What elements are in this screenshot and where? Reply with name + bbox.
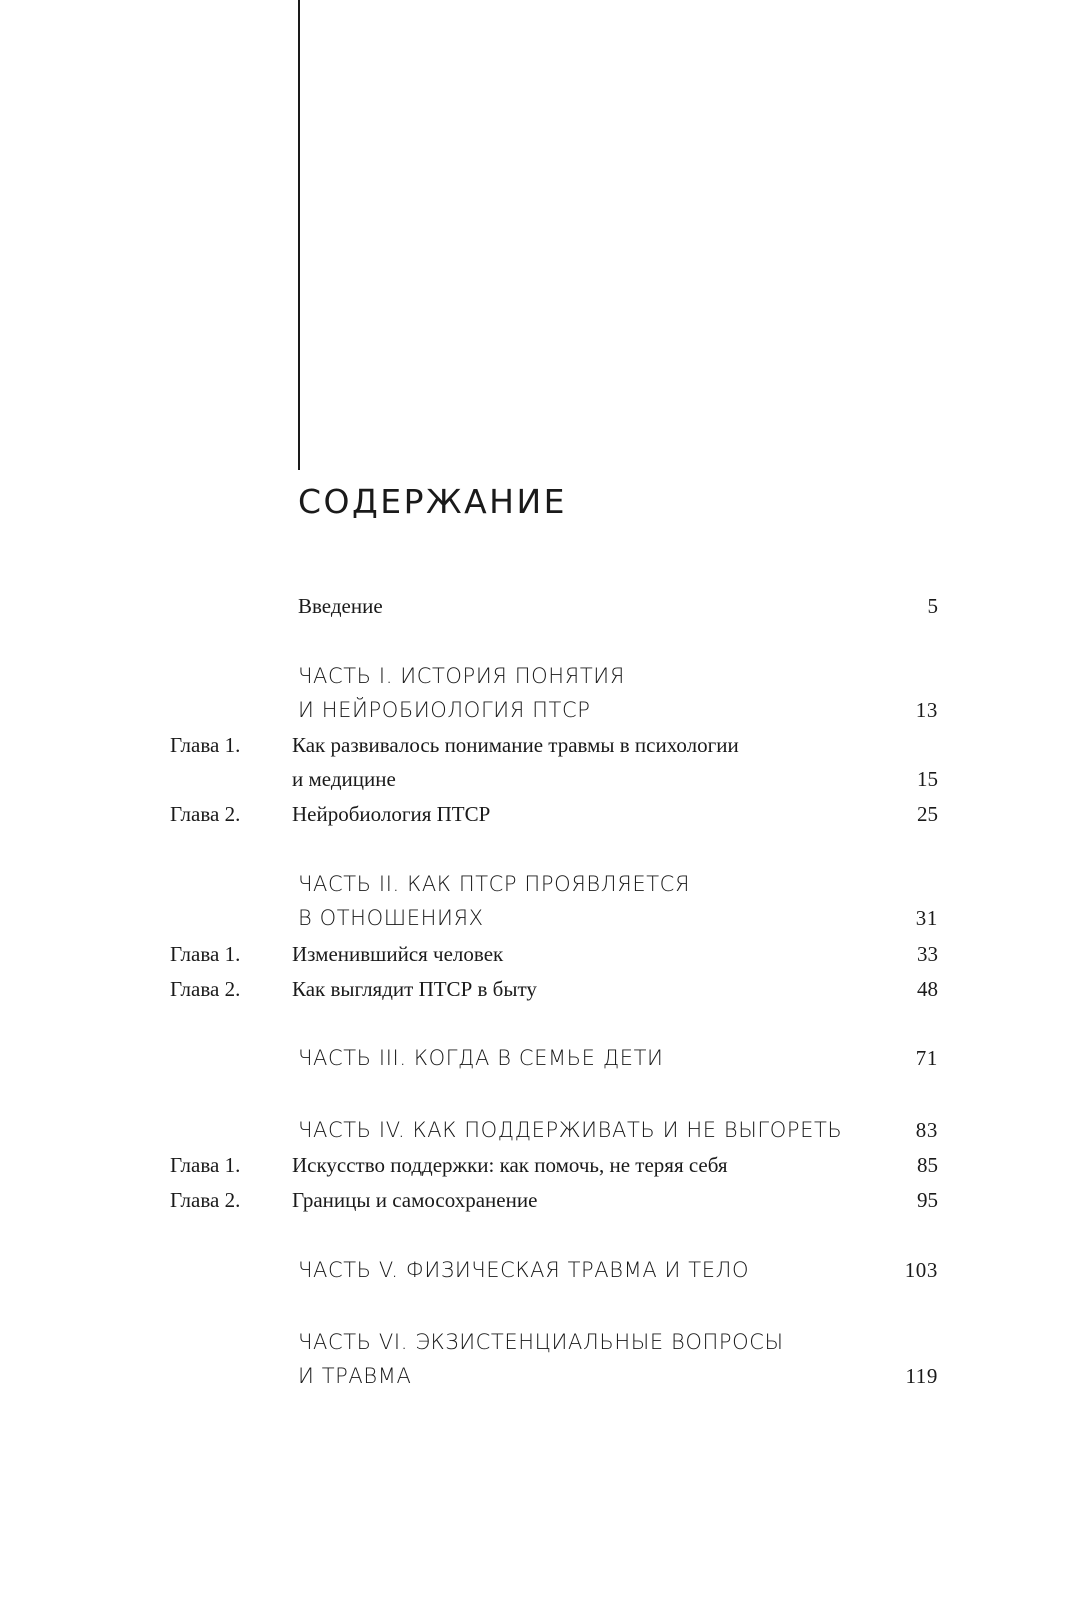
toc-entry-intro[interactable]: [0, 594, 1070, 628]
toc-part-1-line-1[interactable]: [0, 664, 1070, 698]
toc-part-1-line-2[interactable]: [0, 698, 1070, 732]
toc-chapter-label: Глава 2.: [170, 1188, 241, 1212]
vertical-rule: [298, 0, 300, 470]
toc-chapter-title: Искусство поддержки: как помочь, не теряя себя: [292, 1153, 728, 1177]
toc-chapter-1-1[interactable]: [0, 733, 1070, 767]
toc-page-number: 15: [917, 767, 938, 791]
toc-part-5[interactable]: [0, 1258, 1070, 1292]
toc-chapter-label: Глава 2.: [170, 802, 241, 826]
toc-part-title: ЧАСТЬ III. КОГДА В СЕМЬЕ ДЕТИ: [298, 1046, 664, 1070]
toc-page-number: 5: [927, 594, 938, 618]
toc-chapter-label: Глава 1.: [170, 733, 241, 757]
toc-chapter-4-1[interactable]: [0, 1153, 1070, 1187]
page-title: СОДЕРЖАНИЕ: [298, 482, 568, 521]
toc-chapter-title: и медицине: [292, 767, 396, 791]
toc-part-title: В ОТНОШЕНИЯХ: [298, 906, 484, 930]
toc-part-6-line-1[interactable]: [0, 1330, 1070, 1364]
toc-chapter-title: Как развивалось понимание травмы в психологии: [292, 733, 739, 757]
toc-page-number: 71: [915, 1046, 938, 1070]
toc-chapter-title: Границы и самосохранение: [292, 1188, 538, 1212]
toc-chapter-label: Глава 2.: [170, 977, 241, 1001]
toc-entry-text: Введение: [298, 594, 383, 618]
toc-part-2-line-2[interactable]: [0, 906, 1070, 940]
toc-chapter-title: Нейробиология ПТСР: [292, 802, 491, 826]
toc-page-number: 13: [915, 698, 938, 722]
toc-part-title: ЧАСТЬ VI. ЭКЗИСТЕНЦИАЛЬНЫЕ ВОПРОСЫ: [298, 1330, 784, 1354]
toc-part-title: ЧАСТЬ I. ИСТОРИЯ ПОНЯТИЯ: [298, 664, 625, 688]
toc-page-number: 95: [917, 1188, 938, 1212]
toc-page-number: 48: [917, 977, 938, 1001]
toc-page-number: 25: [917, 802, 938, 826]
toc-chapter-4-2[interactable]: [0, 1188, 1070, 1222]
toc-chapter-2-2[interactable]: [0, 977, 1070, 1011]
toc-page-number: 85: [917, 1153, 938, 1177]
toc-page-number: 31: [915, 906, 938, 930]
toc-chapter-1-1-line-2[interactable]: [0, 767, 1070, 801]
toc-chapter-label: Глава 1.: [170, 942, 241, 966]
toc-part-title: ЧАСТЬ IV. КАК ПОДДЕРЖИВАТЬ И НЕ ВЫГОРЕТЬ: [298, 1118, 843, 1142]
toc-part-4[interactable]: [0, 1118, 1070, 1152]
toc-chapter-1-2[interactable]: [0, 802, 1070, 836]
toc-chapter-2-1[interactable]: [0, 942, 1070, 976]
toc-part-3[interactable]: [0, 1046, 1070, 1080]
toc-page-number: 83: [915, 1118, 938, 1142]
toc-chapter-title: Изменившийся человек: [292, 942, 504, 966]
toc-part-2-line-1[interactable]: [0, 872, 1070, 906]
toc-page-number: 119: [905, 1364, 938, 1388]
toc-part-title: ЧАСТЬ V. ФИЗИЧЕСКАЯ ТРАВМА И ТЕЛО: [298, 1258, 750, 1282]
toc-page-number: 33: [917, 942, 938, 966]
toc-part-title: И ТРАВМА: [298, 1364, 412, 1388]
toc-chapter-label: Глава 1.: [170, 1153, 241, 1177]
toc-part-title: И НЕЙРОБИОЛОГИЯ ПТСР: [298, 698, 591, 722]
toc-page-number: 103: [904, 1258, 938, 1282]
toc-part-6-line-2[interactable]: [0, 1364, 1070, 1398]
toc-chapter-title: Как выглядит ПТСР в быту: [292, 977, 537, 1001]
toc-part-title: ЧАСТЬ II. КАК ПТСР ПРОЯВЛЯЕТСЯ: [298, 872, 691, 896]
